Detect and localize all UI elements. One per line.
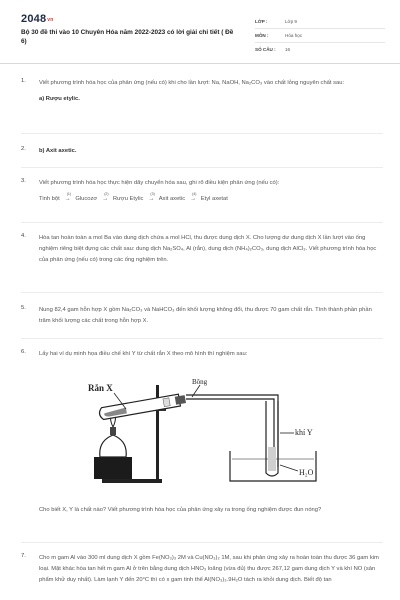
label-water: H₂O (299, 468, 314, 477)
question-text: Viết phương trình hóa học thực hiện dãy chuyển hóa sau, ghi rõ điều kiện phản ứng (nếu có): (39, 180, 280, 186)
question-text: Cho biết X, Y là chất nào? Viết phương trình hóa học của phản ứng xảy ra trong ống nghiệm được đun nóng? (39, 507, 322, 513)
experiment-diagram (80, 377, 330, 487)
question-text: Cho m gam Al vào 300 ml dung dịch X gồm Fe(NO₃)₃ 2M và Cu(NO₃)₂ 1M, sau khi phản ứng xảy ra hoàn toàn thu được 36 gam kim loại. Mặt khác hòa tan hết m gam Al ở trên bằng dung dịch HNO₃ loãng (vừa đủ) thu được 267,12 gam dung dịch Y và khí NO (sản phẩm khử duy nhất). Làm lạnh Y đến 20°C thì có x gam tinh thể Al(NO₃)₃.9H₂O tách ra khỏi dung dịch. Biết độ tan (39, 555, 379, 584)
meta-grade: LỚP : Lớp 9 (255, 18, 297, 24)
sub-question-b: b) Axit axetic. (39, 148, 77, 154)
document-title: Bộ 30 đề thi vào 10 Chuyên Hóa năm 2022-2023 có lời giải chi tiết ( Đề 6) (21, 29, 234, 46)
question-text: Nung 82,4 gam hỗn hợp X gồm Na₂CO₃ và NaHCO₃ đến khối lượng không đổi, thu được 70 gam chất rắn. Tính thành phần phần trăm khối lượng các chất trong hỗn hợp X. (39, 307, 372, 325)
stand-base (102, 479, 162, 483)
meta-question-count: SỐ CÂU : 16 (255, 42, 385, 56)
worksheet-page: 2048vn Bộ 30 đề thi vào 10 Chuyên Hóa năm 2022-2023 có lời giải chi tiết ( Đề 6) LỚP : Lớp 9 MÔN : Hóa học SỐ CÂU : 16 1. Viết phương trình hóa học của phản ứng (nếu có) khi cho lần lượt: Na, NaOH, Na₂CO₃ vào chất lỏng nguyên chất sau: a) Rượu etylic. 2. b) Axit axetic. 3. Viết phương trình hóa học thực hiện dãy chuyển hóa sau, ghi rõ điều kiện phản ứng (nếu có): Tinh bột → (1) Glucozơ → (2) Rượu Etylic → (3) Axit axetic → (4) Etyl axetat 4. Hòa tan hoàn toàn a mol Ba vào dung dịch chứa a mol HCl, thu được dung dịch X. Cho lượng dư dung dịch X lần lượt vào ống nghiệm riêng biệt đựng các chất sau: dung dịch Na₂SO₄, Al (rắn), dung dịch (NH₄)₂CO₃, dung dịch AlCl₃. Viết phương trình hóa học của phản ứng (nếu có) trong các ống nghiệm trên. 5. Nung 82,4 gam hỗn hợp X gồm Na₂CO₃ và NaHCO₃ đến khối lượng không đổi, thu được 70 gam chất rắn. Tính thành phần phần trăm khối lượng các chất trong hỗn hợp X. 6. Lấy hai ví dụ minh họa điều chế khí Y từ chất rắn X theo mô hình thí nghiệm sau: Rắn X Bông khí Y H₂O Cho biết X, Y là chất nào? Viết phương trình hóa học của phản ứng xảy ra trong ống nghiệm được đun nóng? 7. Cho m gam Al vào 300 ml dung dịch X gồm Fe(NO₃)₃ 2M và Cu(NO₃)₂ 1M, sau khi phản ứng xảy ra hoàn toàn thu được 36 gam kim loại. Mặt khác hòa tan hết m gam Al ở trên bằng dung dịch HNO₃ loãng (vừa đủ) thu được 267,12 gam dung dịch Y và khí NO (sản phẩm khử duy nhất). Làm lạnh Y đến 20°C thì có x gam tinh thể Al(NO₃)₃.9H₂O tách ra khỏi dung dịch. Biết độ tan (0, 0, 400, 600)
conversion-scheme: Tinh bột → (1) Glucozơ → (2) Rượu Etylic → (3) Axit axetic → (4) Etyl axetat (39, 192, 228, 203)
question-text: Hòa tan hoàn toàn a mol Ba vào dung dịch chứa a mol HCl, thu được dung dịch X. Cho lượng dư dung dịch X lần lượt vào ống nghiệm riêng biệt đựng các chất sau: dung dịch Na₂SO₄, Al (rắn), dung dịch (NH₄)₂CO₃, dung dịch AlCl₃. Viết phương trình hóa học của phản ứng (nếu có) trong các ống nghiệm trên. (39, 235, 377, 264)
document-meta (255, 14, 385, 56)
sub-question-a: a) Rượu etylic. (39, 96, 80, 103)
label-cotton: Bông (192, 378, 208, 386)
question-text: Lấy hai ví dụ minh họa điều chế khí Y từ chất rắn X theo mô hình thí nghiệm sau: (39, 351, 248, 357)
lamp-bowl (100, 435, 126, 457)
test-tube (99, 393, 187, 420)
lamp-wick (110, 427, 116, 435)
delivery-tube (186, 395, 278, 467)
question-text: Viết phương trình hóa học của phản ứng (nếu có) khi cho lần lượt: Na, NaOH, Na₂CO₃ vào chất lỏng nguyên chất sau: (39, 80, 345, 86)
lamp-base (94, 457, 132, 479)
page-header (0, 0, 400, 64)
site-logo[interactable]: 2048vn (21, 13, 54, 25)
label-gas-y: khí Y (295, 428, 313, 437)
label-solid-x: Rắn X (88, 383, 113, 393)
meta-subject: MÔN : Hóa học (255, 28, 385, 42)
